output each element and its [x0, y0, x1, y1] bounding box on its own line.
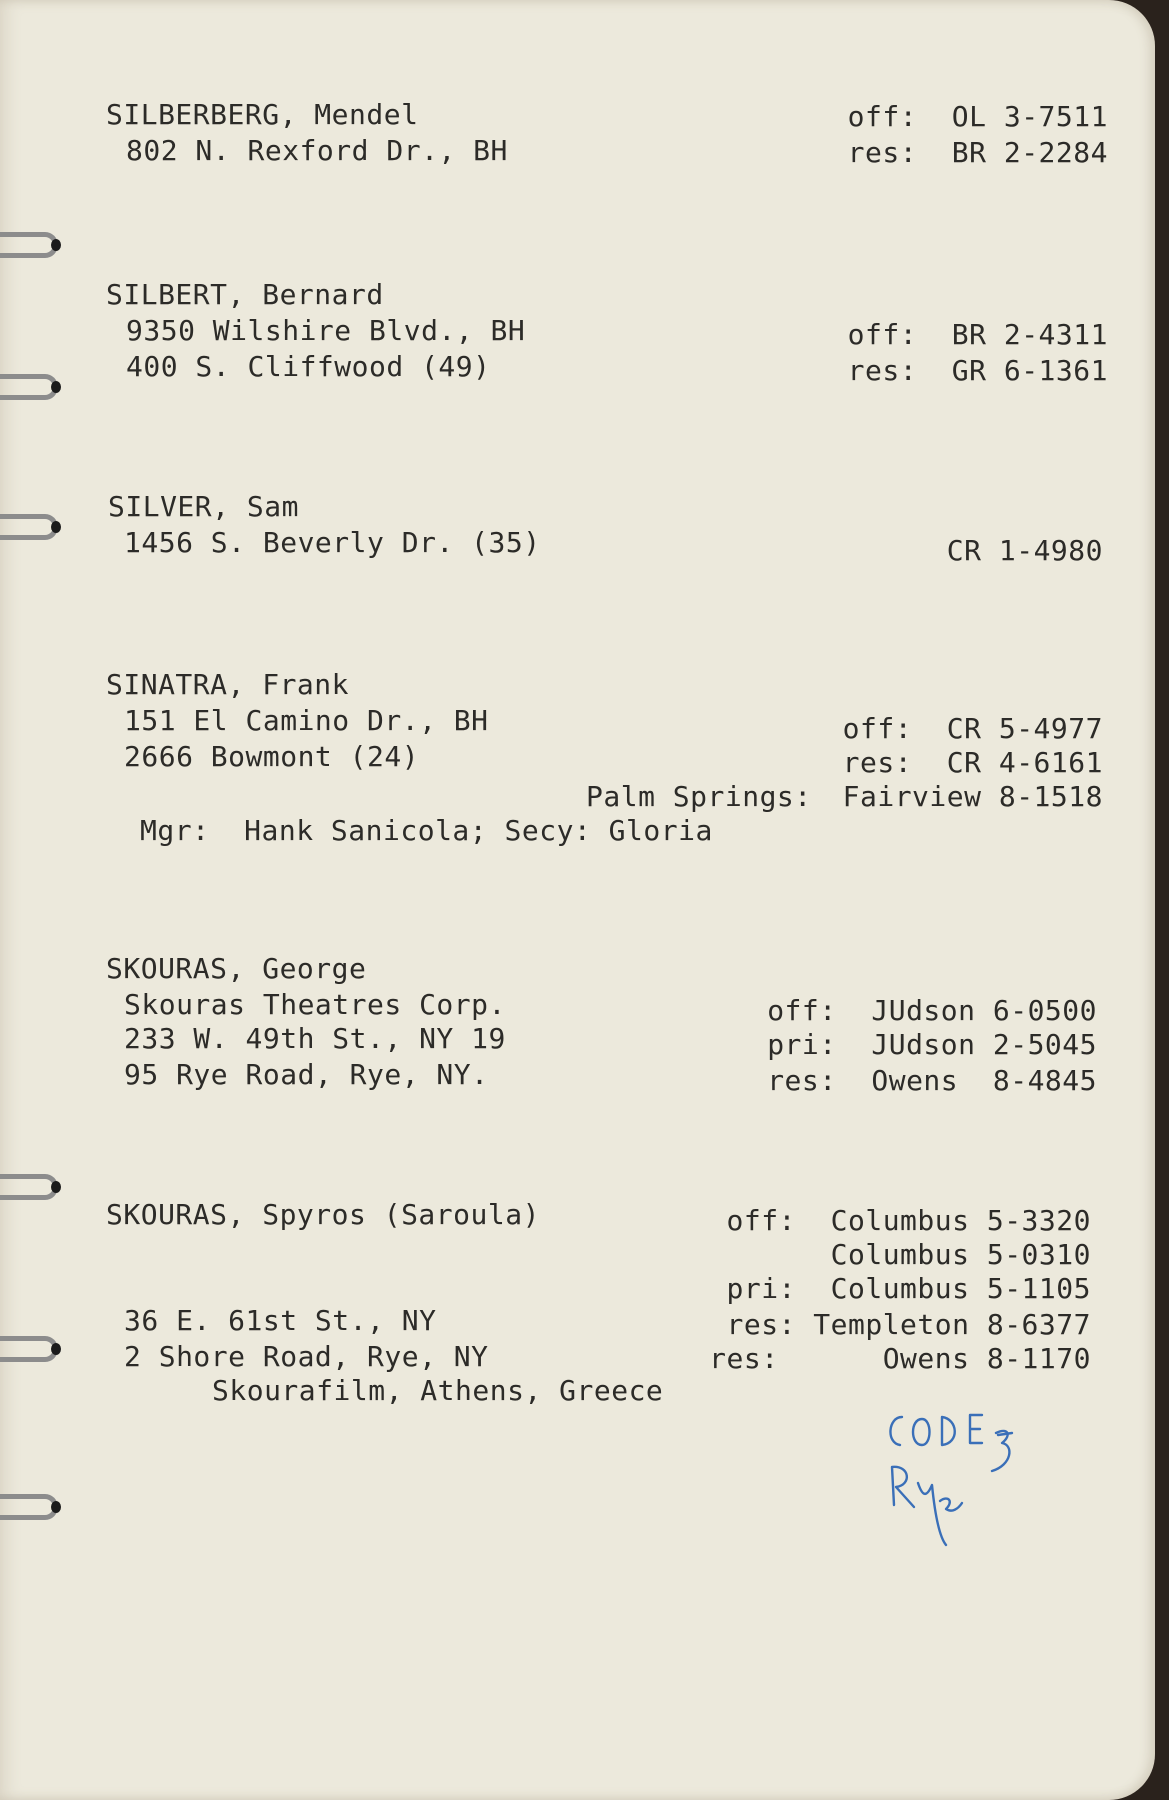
entry-name: SILBERT, Bernard — [106, 278, 384, 311]
entry-address: 95 Rye Road, Rye, NY. — [124, 1058, 489, 1091]
entry-name: SILBERBERG, Mendel — [106, 98, 419, 131]
entry-phone: off: Columbus 5-3320 — [726, 1204, 1091, 1237]
entry-phone: off: CR 5-4977 — [842, 712, 1103, 745]
handwritten-note-icon — [880, 1405, 1040, 1555]
entry-address: 2 Shore Road, Rye, NY — [124, 1340, 489, 1373]
entry-name: SILVER, Sam — [108, 490, 299, 523]
entry-address: 2666 Bowmont (24) — [124, 740, 420, 773]
entry-note: Mgr: Hank Sanicola; Secy: Gloria — [140, 814, 713, 847]
binder-ring — [0, 232, 58, 258]
binder-ring — [0, 1174, 58, 1200]
entry-address: 400 S. Cliffwood (49) — [126, 350, 491, 383]
entry-address: 233 W. 49th St., NY 19 — [124, 1022, 506, 1055]
entry-phone: off: BR 2-4311 — [847, 318, 1108, 351]
binder-ring — [0, 1336, 58, 1362]
entry-phone: pri: Columbus 5-1105 — [726, 1272, 1091, 1305]
entry-phone: Fairview 8-1518 — [842, 780, 1103, 813]
entry-phone: res: Templeton 8-6377 — [726, 1308, 1091, 1341]
binder-ring — [0, 514, 58, 540]
binder-ring — [0, 1494, 58, 1520]
entry-phone: CR 1-4980 — [946, 534, 1103, 567]
entry-address: Skourafilm, Athens, Greece — [212, 1374, 664, 1407]
entry-phone: pri: JUdson 2-5045 — [767, 1028, 1097, 1061]
entry-address: 9350 Wilshire Blvd., BH — [126, 314, 526, 347]
entry-extra-label: Palm Springs: — [586, 780, 812, 813]
entry-phone: res: GR 6-1361 — [847, 354, 1108, 387]
entry-name: SKOURAS, George — [106, 952, 367, 985]
entry-phone: off: JUdson 6-0500 — [767, 994, 1097, 1027]
entry-address: 36 E. 61st St., NY — [124, 1304, 437, 1337]
entry-phone: Columbus 5-0310 — [830, 1238, 1091, 1271]
entry-phone: off: OL 3-7511 — [847, 100, 1108, 133]
entry-phone: res: CR 4-6161 — [842, 746, 1103, 779]
entry-phone: res: Owens 8-1170 — [709, 1342, 1091, 1375]
entry-phone: res: BR 2-2284 — [847, 136, 1108, 169]
entry-address: Skouras Theatres Corp. — [124, 988, 506, 1021]
entry-phone: res: Owens 8-4845 — [767, 1064, 1097, 1097]
entry-address: 802 N. Rexford Dr., BH — [126, 134, 508, 167]
entry-address: 151 El Camino Dr., BH — [124, 704, 489, 737]
binder-ring — [0, 374, 58, 400]
entry-name: SINATRA, Frank — [106, 668, 350, 701]
entry-name: SKOURAS, Spyros (Saroula) — [106, 1198, 540, 1231]
entry-address: 1456 S. Beverly Dr. (35) — [124, 526, 541, 559]
